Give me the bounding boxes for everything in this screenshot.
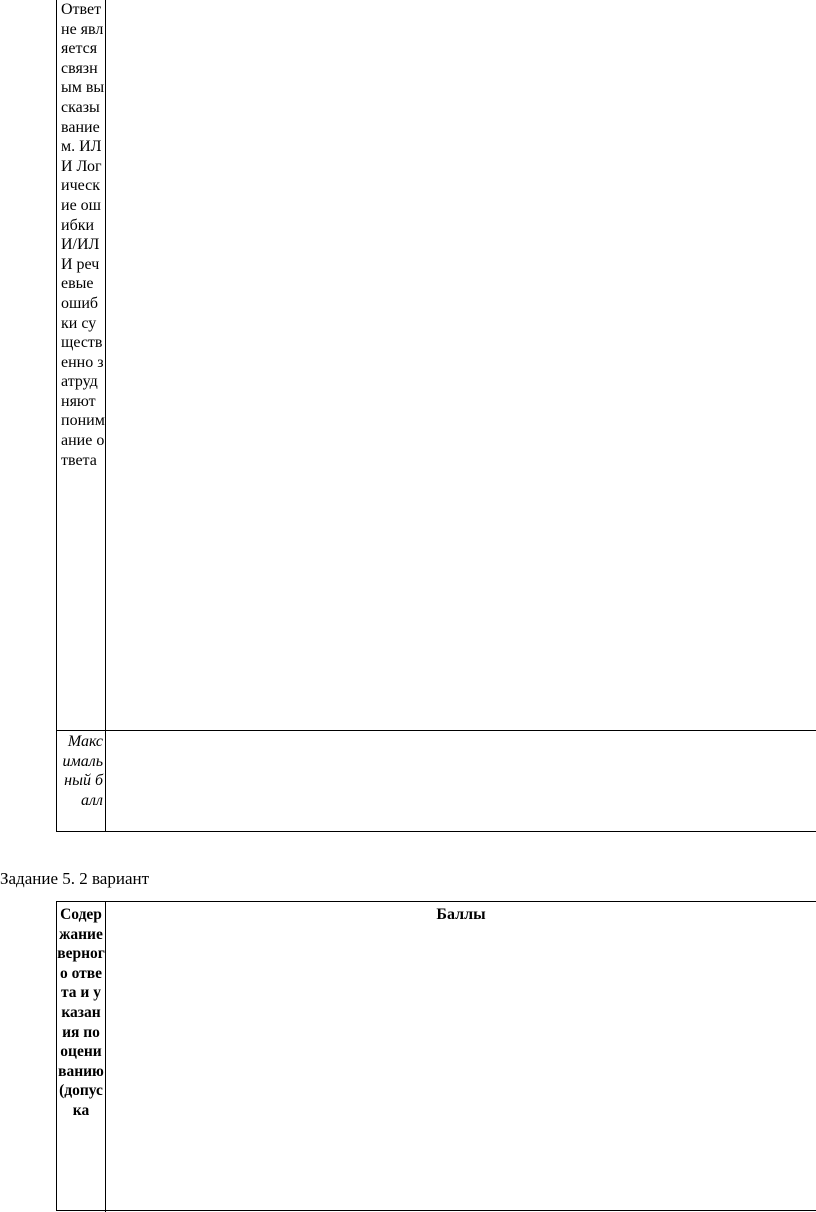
criterion-text-cell: Ответ не является связным высказыванием. ИЛИ Логические ошибки И/ИЛИ речевые ошибки существенно затрудняют понимание ответа: [57, 0, 106, 730]
criteria-table-2: [56, 901, 816, 1211]
task-heading: Задание 5. 2 вариант: [0, 869, 150, 888]
answer-content-header-cell: Содержание верного ответа и указания по оцениванию (допуска: [57, 902, 106, 1212]
table1-row-max-score: [57, 731, 816, 831]
criteria-table-1: [56, 0, 816, 832]
points-header-cell: Баллы: [436, 906, 486, 923]
max-score-label-cell: Максимальный балл: [57, 731, 106, 831]
table1-row-criterion: [57, 0, 816, 731]
